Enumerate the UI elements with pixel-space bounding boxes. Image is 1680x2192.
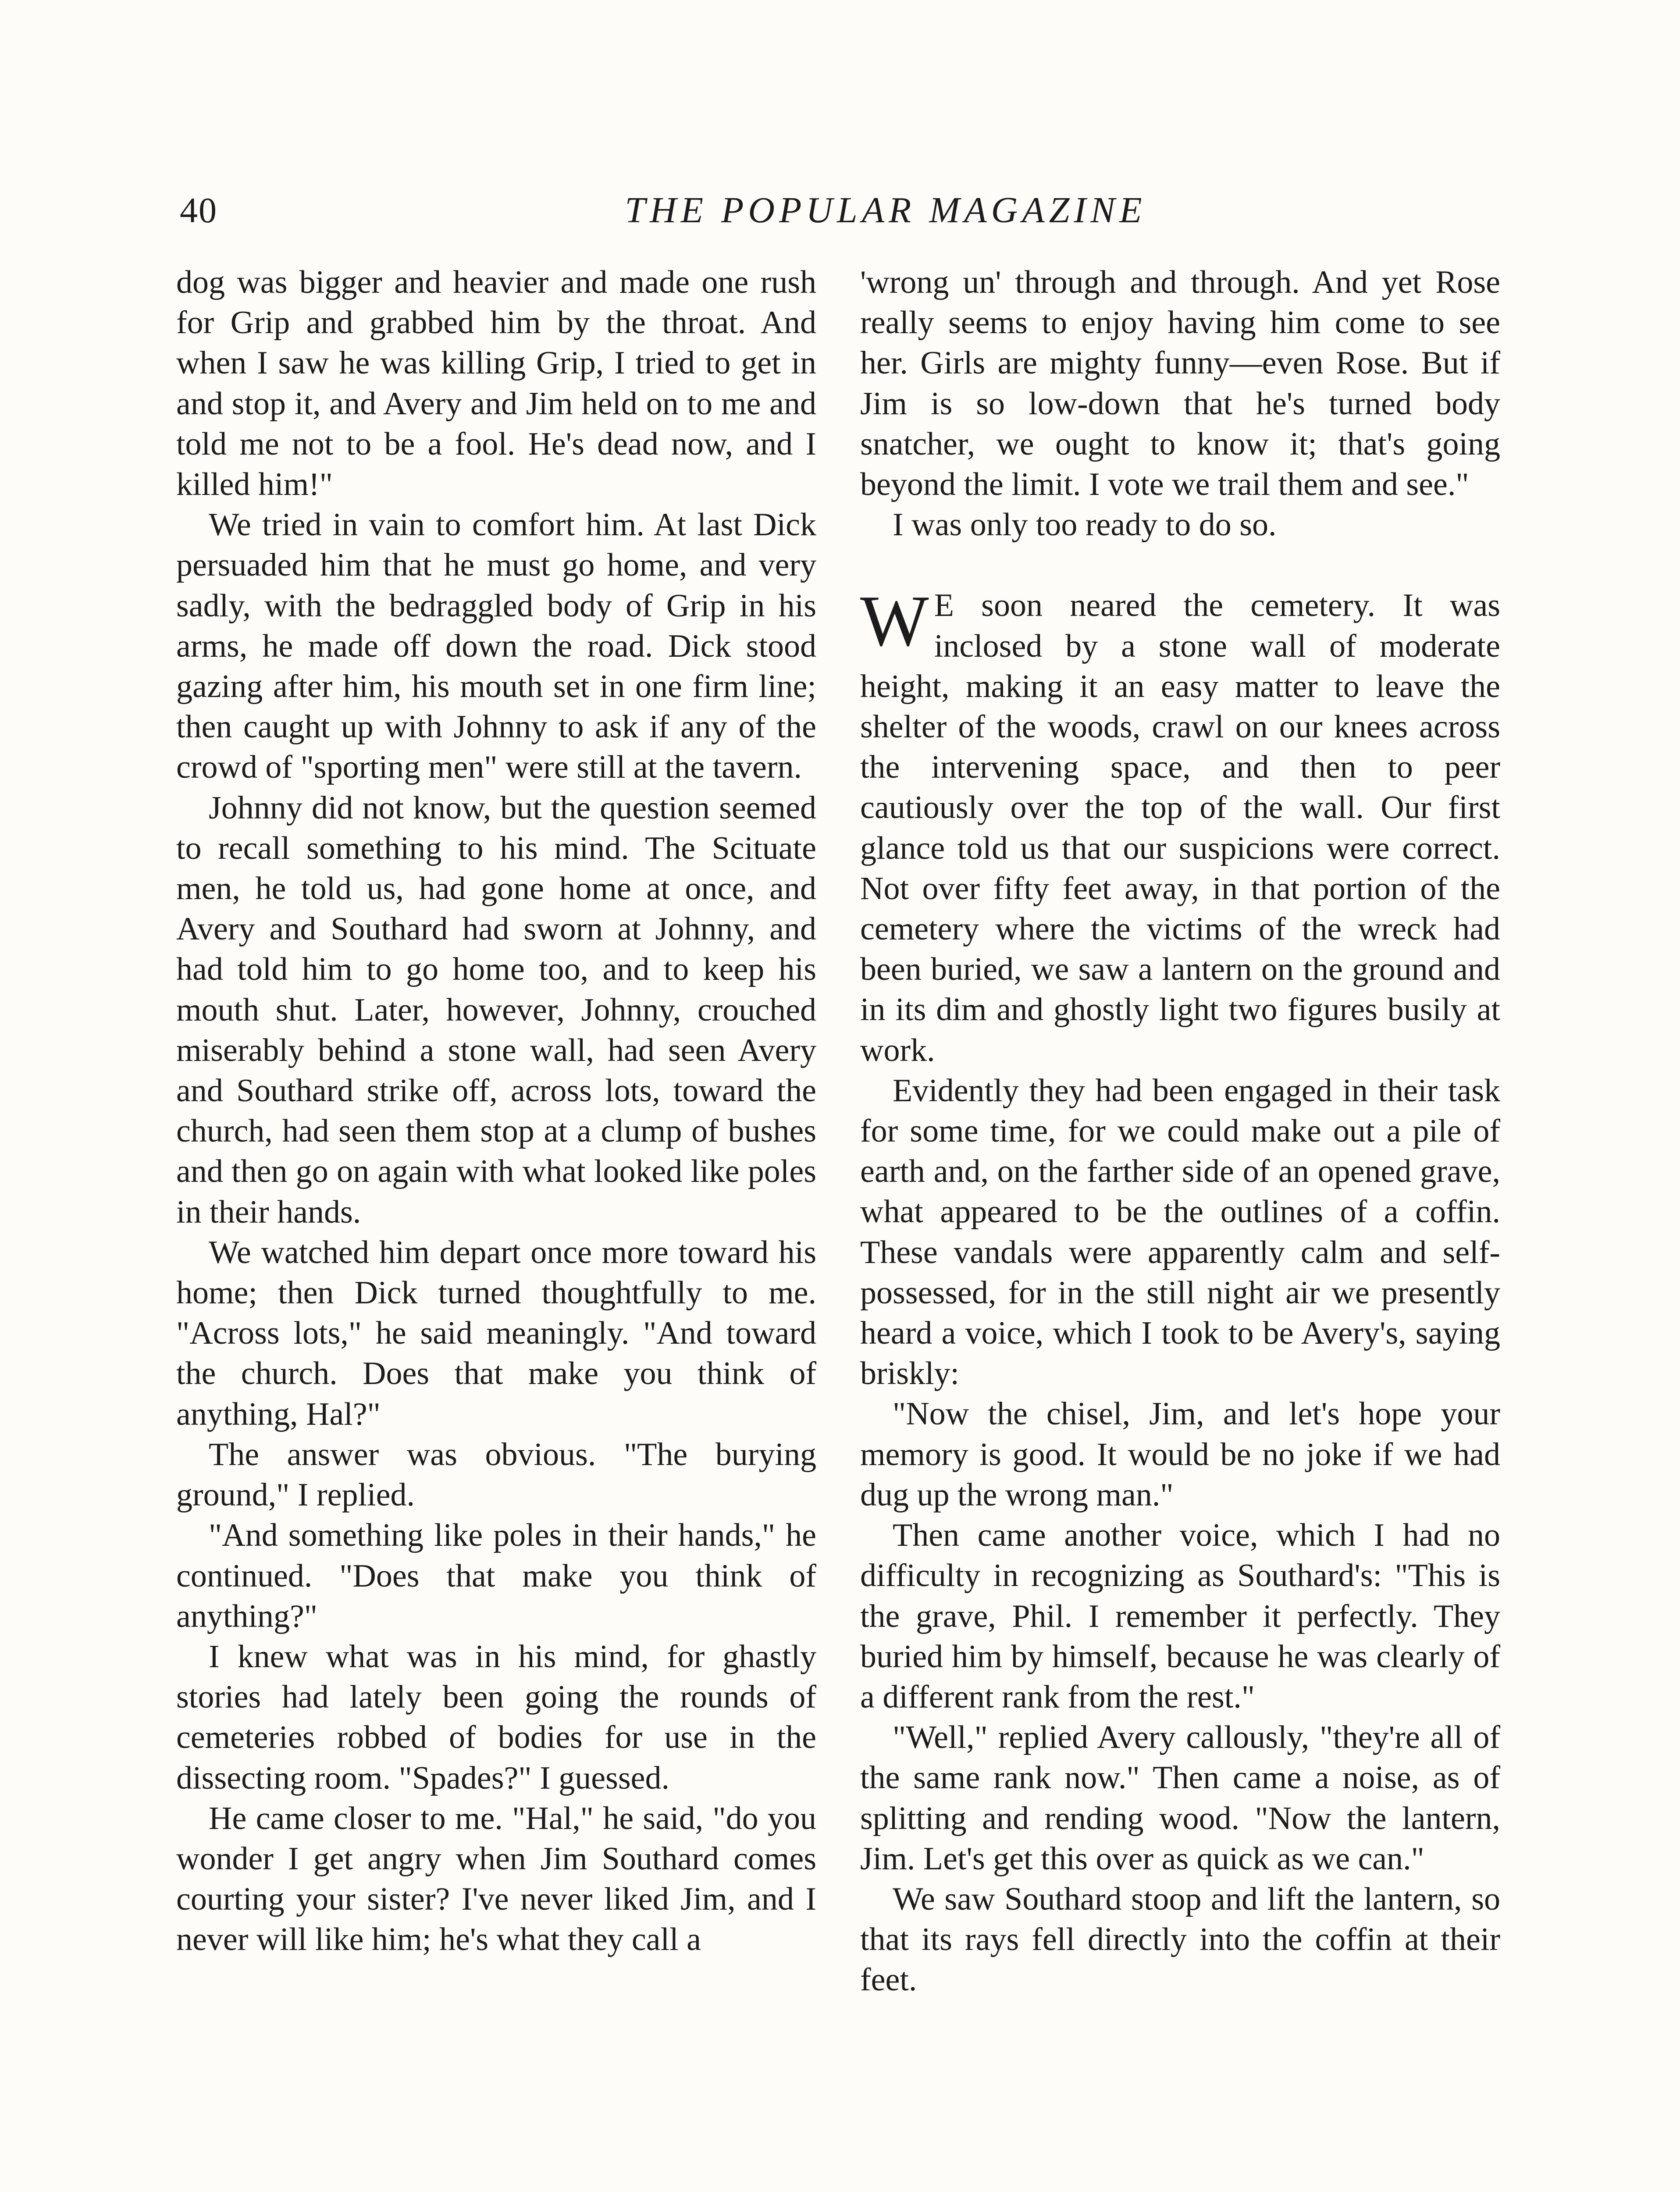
running-title: THE POPULAR MAGAZINE xyxy=(625,190,1146,231)
paragraph: Then came another voice, which I had no difficulty in recognizing as Southard's: "This is the grave, Phil. I remember it perfectly. They buried him by himself, because he was clearly of a different rank from the rest." xyxy=(860,1517,1500,1715)
drop-cap: W xyxy=(860,580,929,662)
right-column xyxy=(860,262,1500,2000)
paragraph: I knew what was in his mind, for ghastly stories had lately been going the rounds of cemeteries robbed of bodies for use in the dissecting room. "Spades?" I guessed. xyxy=(176,1638,816,1796)
paragraph: "And something like poles in their hands," he continued. "Does that make you think of anything?" xyxy=(176,1517,816,1634)
page-header xyxy=(0,189,1680,237)
left-column xyxy=(176,262,816,1960)
section-opening-paragraph xyxy=(860,580,1500,1070)
paragraph: dog was bigger and heavier and made one rush for Grip and grabbed him by the throat. And when I saw he was killing Grip, I tried to get in and stop it, and Avery and Jim held on to me and told me not to be a fool. He's dead now, and I killed him!" xyxy=(176,264,816,503)
paragraph: We watched him depart once more toward his home; then Dick turned thoughtfully to me. "Across lots," he said meaningly. "And toward the church. Does that make you think of anything, Hal?" xyxy=(176,1234,816,1432)
paragraph: We saw Southard stoop and lift the lantern, so that its rays fell directly into the coffin at their feet. xyxy=(860,1881,1500,1998)
paragraph: Johnny did not know, but the question seemed to recall something to his mind. The Scituate men, he told us, had gone home at once, and Avery and Southard had sworn at Johnny, and had told him to go home too, and to keep his mouth shut. Later, however, Johnny, crouched miserably behind a stone wall, had seen Avery and Southard strike off, across lots, toward the church, had seen them stop at a clump of bushes and then go on again with what looked like poles in their hands. xyxy=(176,790,816,1230)
paragraph: Evidently they had been engaged in their task for some time, for we could make out a pile of earth and, on the farther side of an opened grave, what appeared to be the outlines of a coffin. These vandals were apparently calm and self-possessed, for in the still night air we presently heard a voice, which I took to be Avery's, saying briskly: xyxy=(860,1072,1500,1392)
paragraph: He came closer to me. "Hal," he said, "do you wonder I get angry when Jim Southard comes courting your sister? I've never liked Jim, and I never will like him; he's what they call a xyxy=(176,1800,816,1958)
paragraph: I was only too ready to do so. xyxy=(893,507,1277,543)
section-opening-text: E soon neared the cemetery. It was inclosed by a stone wall of moderate height, making it an easy matter to leave the shelter of the woods, crawl on our knees across the intervening space, and then to peer cautiously over the top of the wall. Our first glance told us that our suspicions were correct. Not over fifty feet away, in that portion of the cemetery where the victims of the wreck had been buried, we saw a lantern on the ground and in its dim and ghostly light two figures busily at work. xyxy=(860,587,1500,1068)
page-number: 40 xyxy=(180,190,217,230)
paragraph: 'wrong un' through and through. And yet Rose really seems to enjoy having him come to see her. Girls are mighty funny—even Rose. But if Jim is so low-down that he's turned body snatcher, we ought to know it; that's going beyond the limit. I vote we trail them and see." xyxy=(860,264,1500,503)
paragraph: "Well," replied Avery callously, "they're all of the same rank now." Then came a noise, as of splitting and rending wood. "Now the lantern, Jim. Let's get this over as quick as we can." xyxy=(860,1719,1500,1877)
paragraph: We tried in vain to comfort him. At last Dick persuaded him that he must go home, and very sadly, with the bedraggled body of Grip in his arms, he made off down the road. Dick stood gazing after him, his mouth set in one firm line; then caught up with Johnny to ask if any of the crowd of "sporting men" were still at the tavern. xyxy=(176,507,816,786)
paragraph: "Now the chisel, Jim, and let's hope your memory is good. It would be no joke if we had dug up the wrong man." xyxy=(860,1396,1500,1513)
paragraph: The answer was obvious. "The burying ground," I replied. xyxy=(176,1436,816,1513)
